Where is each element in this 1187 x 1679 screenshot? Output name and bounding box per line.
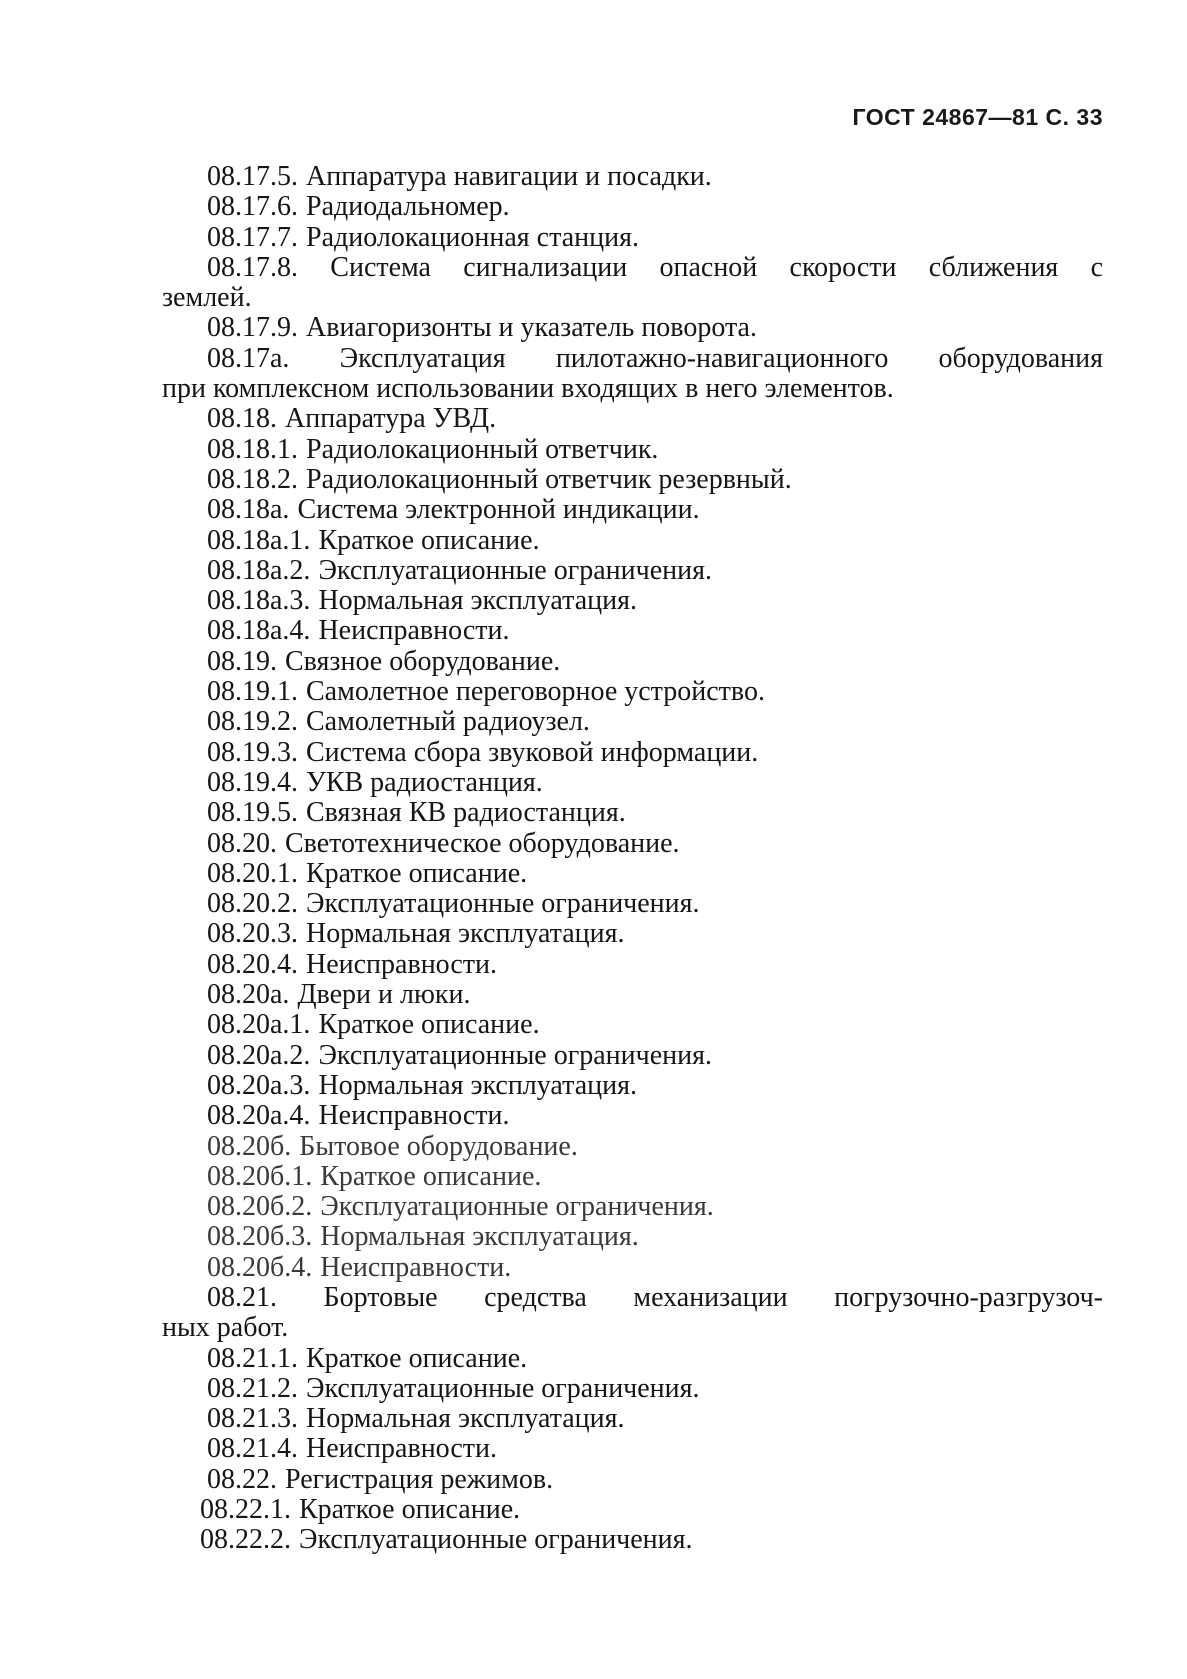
page-header: ГОСТ 24867—81 С. 33 xyxy=(852,104,1103,130)
item-text: Нормальная эксплуатация. xyxy=(306,1403,625,1435)
list-item xyxy=(162,980,1103,1010)
item-number: 08.17.7. xyxy=(207,221,298,253)
item-text: Эксплуатационные ограничения. xyxy=(299,1524,693,1556)
item-text-continuation: землей. xyxy=(162,282,252,314)
item-number: 08.20а.1. xyxy=(207,1009,311,1041)
list-item xyxy=(162,1404,1103,1434)
item-number: 08.22.1. xyxy=(200,1494,291,1526)
list-item xyxy=(162,1071,1103,1101)
list-item xyxy=(162,313,1103,343)
item-text: Неисправности. xyxy=(320,1251,512,1283)
item-number: 08.18а.2. xyxy=(207,554,311,586)
item-text: Система электронной индикации. xyxy=(297,494,700,526)
list-item xyxy=(162,1101,1103,1131)
item-text: Краткое описание. xyxy=(318,1009,540,1041)
item-number: 08.17.6. xyxy=(207,191,298,223)
item-text-continuation: ных работ. xyxy=(162,1312,289,1344)
item-text: Радиодальномер. xyxy=(306,191,510,223)
item-text: Авиагоризонты и указатель поворота. xyxy=(306,312,757,344)
item-number: 08.21. xyxy=(207,1281,277,1313)
item-number: 08.18.2. xyxy=(207,463,298,495)
item-number: 08.19.2. xyxy=(207,706,298,738)
list-item xyxy=(162,1374,1103,1404)
item-number: 08.21.2. xyxy=(207,1372,298,1404)
item-text: Система сбора звуковой информации. xyxy=(306,736,759,768)
item-text: Связная КВ радиостанция. xyxy=(306,797,626,829)
list-item xyxy=(162,162,1103,192)
item-text: Нормальная эксплуатация. xyxy=(318,1069,637,1101)
item-text: Эксплуатационные ограничения. xyxy=(318,1039,712,1071)
list-item xyxy=(162,1525,1103,1555)
item-number: 08.17а. xyxy=(207,342,290,374)
item-number: 08.20б.1. xyxy=(207,1160,313,1192)
list-item xyxy=(162,919,1103,949)
list-item xyxy=(162,768,1103,798)
item-text: Эксплуатация пилотажно-навигационного оборудования xyxy=(339,342,1104,374)
item-number: 08.18а.4. xyxy=(207,615,311,647)
item-number: 08.20а.3. xyxy=(207,1069,311,1101)
list-item xyxy=(162,1253,1103,1283)
item-text: Самолетное переговорное устройство. xyxy=(306,676,765,708)
list-item xyxy=(162,1344,1103,1374)
item-text: Система сигнализации опасной скорости сближения с xyxy=(330,251,1104,283)
item-text: Двери и люки. xyxy=(297,979,471,1011)
list-item xyxy=(162,495,1103,525)
item-number: 08.18.1. xyxy=(207,433,298,465)
item-number: 08.20б. xyxy=(207,1130,292,1162)
list-item xyxy=(162,859,1103,889)
item-number: 08.21.1. xyxy=(207,1342,298,1374)
item-number: 08.19. xyxy=(207,645,277,677)
item-number: 08.17.8. xyxy=(207,251,298,283)
item-text: Самолетный радиоузел. xyxy=(306,706,590,738)
item-text: Краткое описание. xyxy=(318,524,540,556)
item-text: Бортовые средства механизации погрузочно-разгрузоч- xyxy=(323,1281,1103,1313)
list-item xyxy=(162,1434,1103,1464)
item-number: 08.20б.4. xyxy=(207,1251,313,1283)
item-number: 08.20.1. xyxy=(207,857,298,889)
item-number: 08.19.4. xyxy=(207,766,298,798)
item-text: Радиолокационный ответчик резервный. xyxy=(306,463,792,495)
item-number: 08.20.4. xyxy=(207,948,298,980)
item-text: Краткое описание. xyxy=(306,857,528,889)
item-text: Неисправности. xyxy=(306,948,498,980)
item-number: 08.18. xyxy=(207,403,277,435)
list-item xyxy=(162,465,1103,495)
item-number: 08.17.5. xyxy=(207,161,298,192)
item-text: Нормальная эксплуатация. xyxy=(306,918,625,950)
item-number: 08.22. xyxy=(207,1463,277,1495)
item-text: Светотехническое оборудование. xyxy=(285,827,680,859)
list-item xyxy=(162,192,1103,222)
list-item xyxy=(162,889,1103,919)
list-item xyxy=(162,1132,1103,1162)
item-text: Краткое описание. xyxy=(320,1160,542,1192)
item-number: 08.20б.3. xyxy=(207,1221,313,1253)
item-text: Неисправности. xyxy=(306,1433,498,1465)
list-item xyxy=(162,950,1103,980)
item-number: 08.21.3. xyxy=(207,1403,298,1435)
item-text: Эксплуатационные ограничения. xyxy=(306,888,700,920)
list-item xyxy=(162,526,1103,556)
list-item xyxy=(162,435,1103,465)
list-item xyxy=(162,1162,1103,1192)
item-text: Радиолокационный ответчик. xyxy=(306,433,659,465)
item-number: 08.19.3. xyxy=(207,736,298,768)
list-item xyxy=(162,616,1103,646)
item-number: 08.18а.1. xyxy=(207,524,311,556)
item-text: Связное оборудование. xyxy=(285,645,561,677)
item-number: 08.19.5. xyxy=(207,797,298,829)
item-text: Регистрация режимов. xyxy=(285,1463,554,1495)
item-text: Нормальная эксплуатация. xyxy=(320,1221,639,1253)
item-text: УКВ радиостанция. xyxy=(306,766,543,798)
list-item xyxy=(162,1495,1103,1525)
item-text: Краткое описание. xyxy=(306,1342,528,1374)
list-item xyxy=(162,1010,1103,1040)
item-text: Неисправности. xyxy=(318,615,510,647)
item-text: Эксплуатационные ограничения. xyxy=(306,1372,700,1404)
item-number: 08.20а. xyxy=(207,979,290,1011)
item-number: 08.18а. xyxy=(207,494,290,526)
list-item xyxy=(162,1465,1103,1495)
list-item xyxy=(162,1041,1103,1071)
item-text: Аппаратура навигации и посадки. xyxy=(306,161,712,192)
item-text: Эксплуатационные ограничения. xyxy=(320,1191,714,1223)
list-item xyxy=(162,253,1103,314)
list-item xyxy=(162,707,1103,737)
list-item xyxy=(162,647,1103,677)
list-item xyxy=(162,1283,1103,1344)
item-text: Бытовое оборудование. xyxy=(299,1130,578,1162)
item-number: 08.17.9. xyxy=(207,312,298,344)
item-number: 08.20. xyxy=(207,827,277,859)
item-number: 08.18а.3. xyxy=(207,585,311,617)
list-item xyxy=(162,677,1103,707)
item-number: 08.20.3. xyxy=(207,918,298,950)
list-item xyxy=(162,738,1103,768)
item-text: Аппаратура УВД. xyxy=(285,403,497,435)
list-item xyxy=(162,404,1103,434)
table-of-contents xyxy=(162,162,1103,1556)
item-number: 08.21.4. xyxy=(207,1433,298,1465)
item-text-continuation: при комплексном использовании входящих в него элементов. xyxy=(162,373,894,405)
list-item xyxy=(162,829,1103,859)
item-text: Краткое описание. xyxy=(299,1494,521,1526)
list-item xyxy=(162,798,1103,828)
item-text: Эксплуатационные ограничения. xyxy=(318,554,712,586)
item-number: 08.20а.2. xyxy=(207,1039,311,1071)
item-text: Нормальная эксплуатация. xyxy=(318,585,637,617)
item-number: 08.20.2. xyxy=(207,888,298,920)
item-number: 08.19.1. xyxy=(207,676,298,708)
item-number: 08.20а.4. xyxy=(207,1100,311,1132)
item-number: 08.22.2. xyxy=(200,1524,291,1556)
item-text: Радиолокационная станция. xyxy=(306,221,639,253)
list-item xyxy=(162,344,1103,405)
list-item xyxy=(162,586,1103,616)
item-number: 08.20б.2. xyxy=(207,1191,313,1223)
list-item xyxy=(162,223,1103,253)
list-item xyxy=(162,556,1103,586)
list-item xyxy=(162,1192,1103,1222)
item-text: Неисправности. xyxy=(318,1100,510,1132)
list-item xyxy=(162,1222,1103,1252)
